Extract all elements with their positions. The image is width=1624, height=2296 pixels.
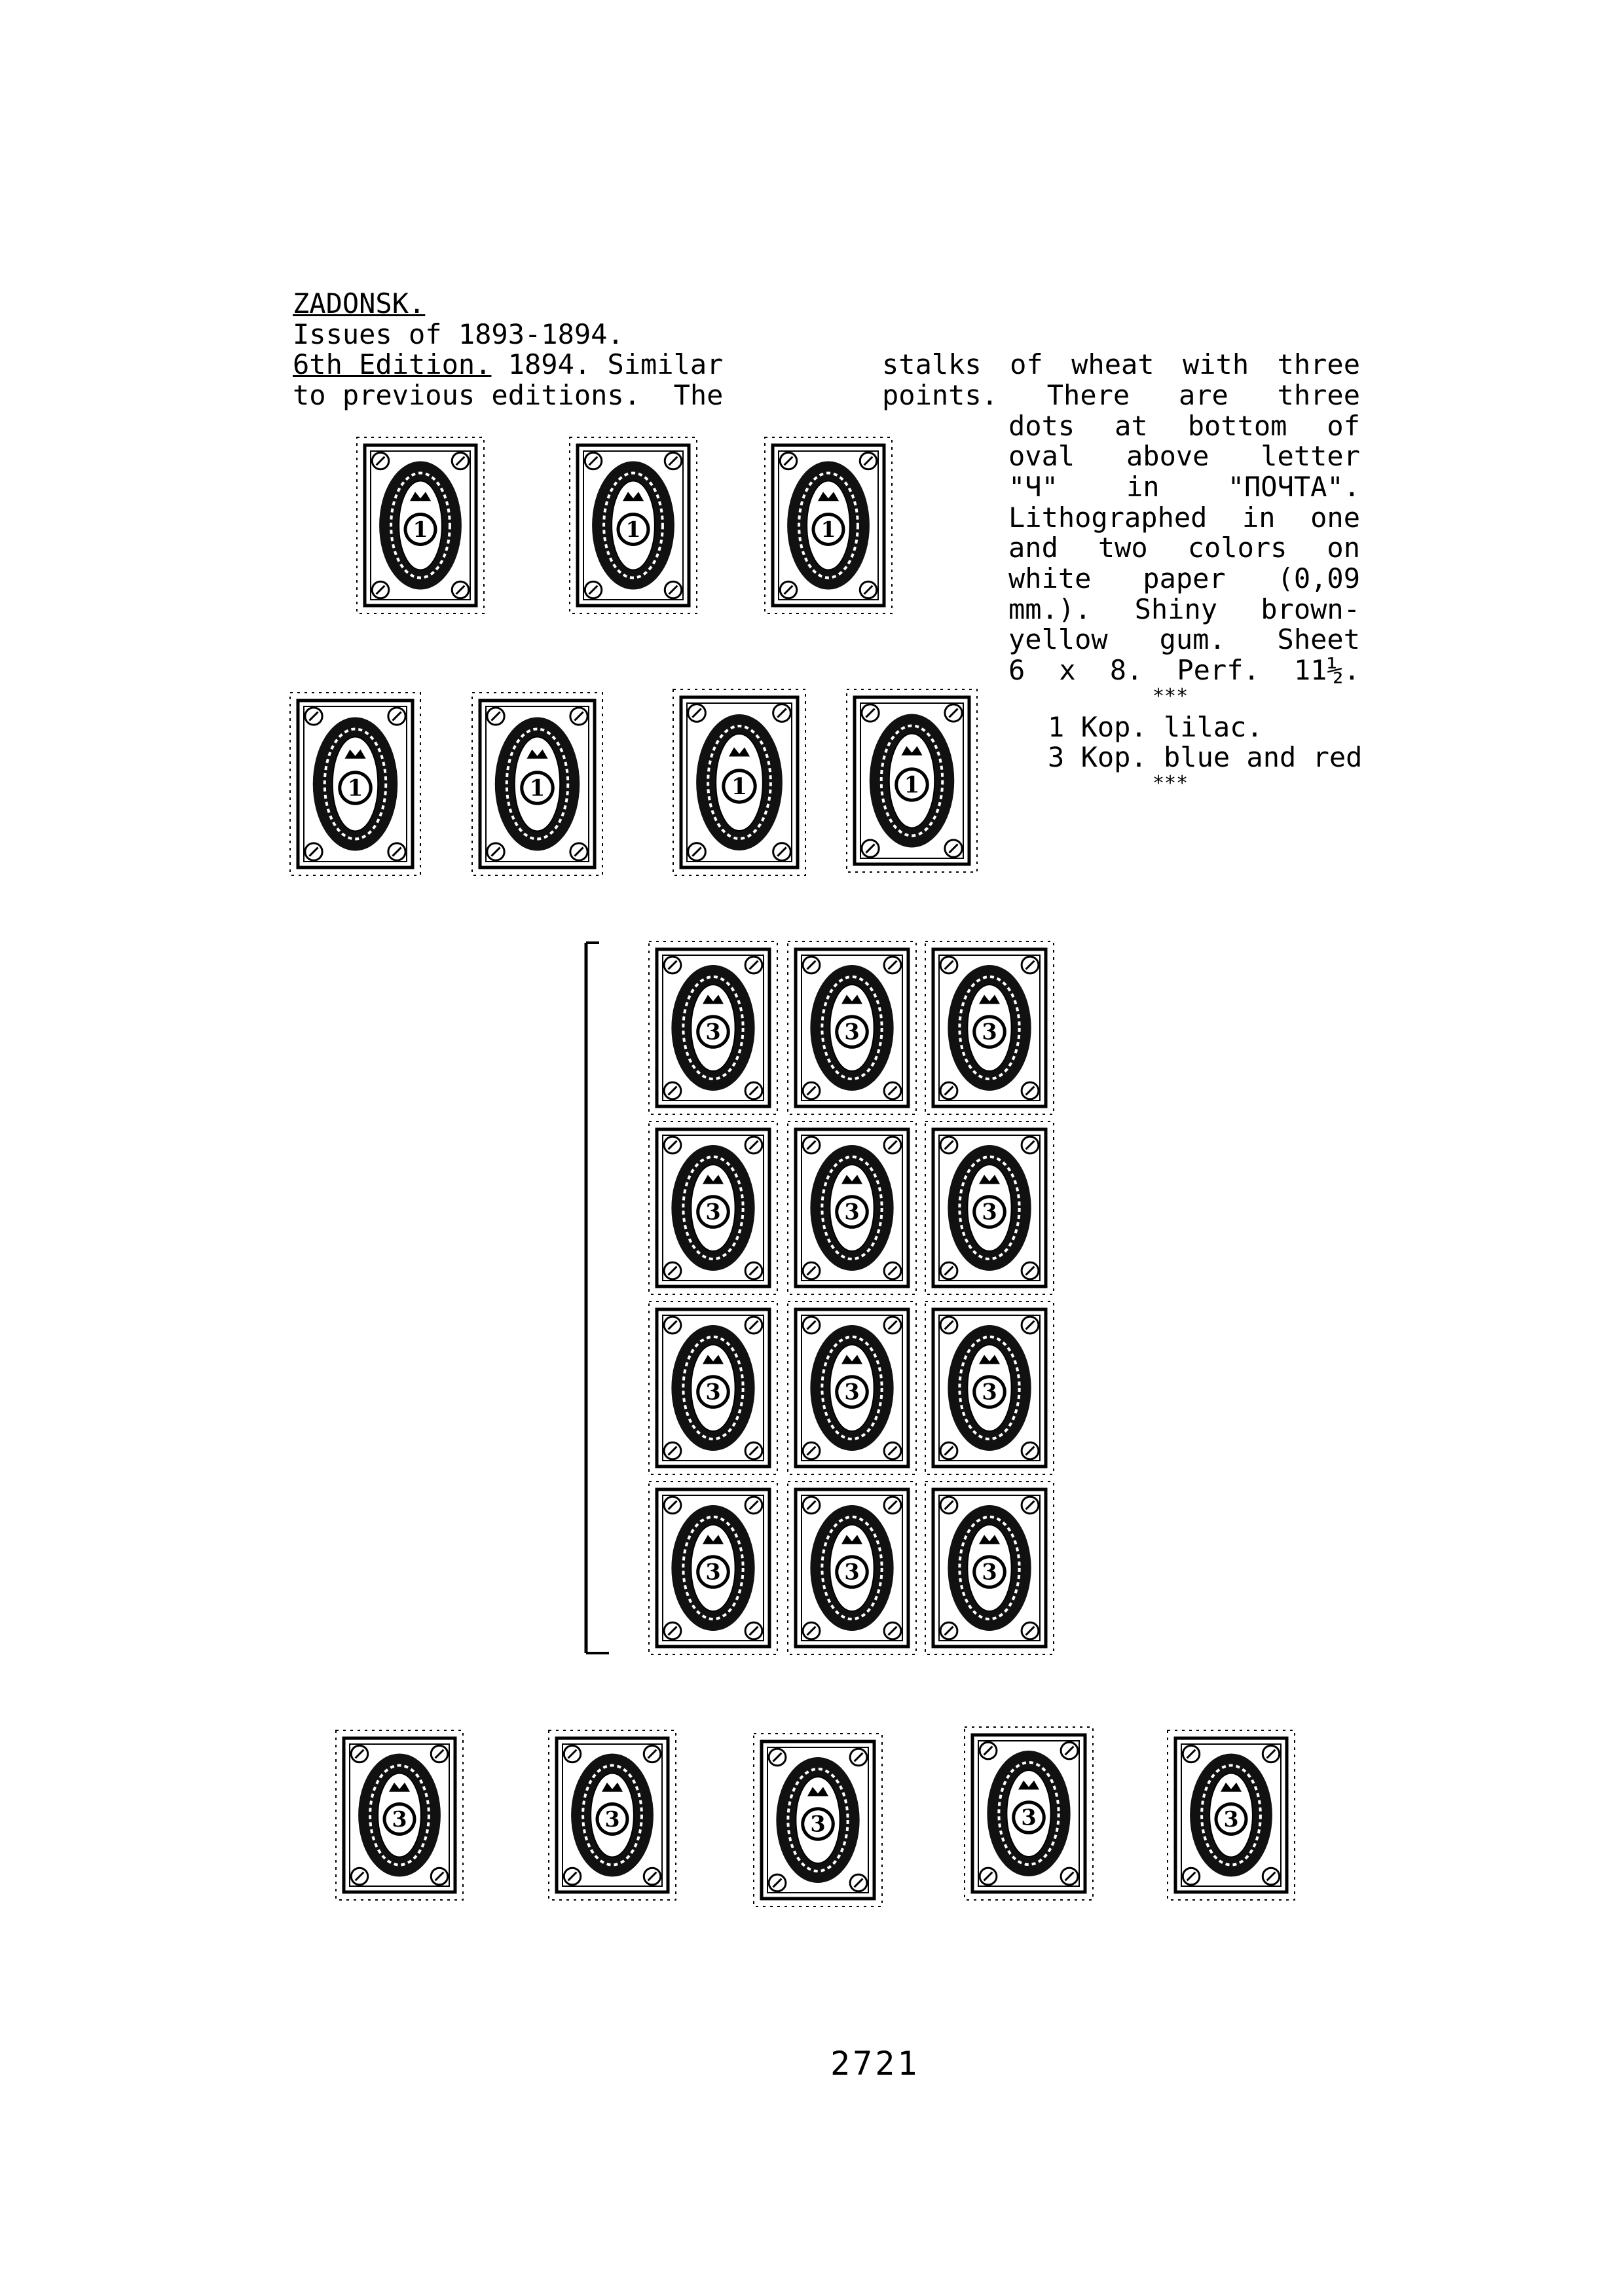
stamp-numeral: 3 — [392, 1806, 407, 1832]
stamp-numeral: 1 — [625, 516, 641, 542]
description-line: dots at bottom of — [1008, 410, 1360, 442]
stamp-numeral: 3 — [810, 1811, 826, 1837]
edition-label: 6th Edition. — [293, 348, 492, 380]
description-line: mm.). Shiny brown- — [1008, 593, 1360, 625]
stamp-numeral: 3 — [982, 1379, 997, 1405]
stamp-numeral: 3 — [844, 1379, 860, 1405]
stamp-numeral: 3 — [705, 1199, 721, 1225]
stamp-numeral: 3 — [844, 1199, 860, 1225]
stamp-numeral: 1 — [731, 773, 748, 801]
stamp-3kop-block — [788, 1482, 916, 1654]
stamp-numeral: 3 — [844, 1019, 860, 1045]
stamp-numeral: 1 — [413, 516, 428, 542]
stamp-numeral: 3 — [705, 1379, 721, 1405]
description-line: oval above letter — [1008, 440, 1360, 472]
value-line-3kop: 3 Kop. blue and red — [1048, 741, 1363, 773]
stamp-3kop — [965, 1727, 1093, 1900]
stamp-numeral: 3 — [982, 1559, 997, 1585]
stamp-numeral: 1 — [904, 772, 920, 799]
stamp-numeral: 1 — [821, 516, 836, 542]
stamp-1kop — [673, 689, 805, 875]
stamp-3kop-block — [649, 1121, 777, 1294]
value-line-1kop: 1 Kop. lilac. — [1048, 711, 1263, 743]
edition-rest: 1894. Similar — [491, 348, 724, 380]
stamp-1kop — [847, 689, 977, 872]
stamp-3kop — [1168, 1730, 1295, 1900]
stamp-numeral: 3 — [844, 1559, 860, 1585]
stamp-3kop-block — [649, 1302, 777, 1474]
stamp-3kop-block — [925, 1482, 1054, 1654]
stamp-numeral: 3 — [705, 1019, 721, 1045]
description-line: points. There are three — [882, 379, 1360, 411]
stamp-numeral: 3 — [982, 1199, 997, 1225]
stamp-3kop — [549, 1730, 676, 1900]
stamp-3kop — [754, 1734, 882, 1906]
stamp-numeral: 3 — [604, 1806, 620, 1832]
stamp-3kop-block — [925, 1121, 1054, 1294]
stamp-numeral: 3 — [705, 1559, 721, 1585]
stamp-1kop — [570, 437, 697, 613]
stamp-1kop — [765, 437, 892, 613]
description-line: 6 x 8. Perf. 11½. — [1008, 654, 1360, 686]
stamp-1kop — [290, 693, 420, 875]
page-number: 2721 — [830, 2045, 920, 2083]
stamp-numeral: 3 — [1021, 1804, 1037, 1831]
stamp-3kop-block — [925, 941, 1054, 1114]
stamp-1kop — [357, 437, 484, 613]
section-title: ZADONSK. — [293, 287, 426, 319]
stamp-numeral: 3 — [1223, 1806, 1239, 1832]
stamp-numeral: 1 — [347, 775, 363, 802]
stamp-3kop-block — [788, 1302, 916, 1474]
stamp-3kop-block — [649, 1482, 777, 1654]
stamp-1kop — [472, 693, 602, 875]
separator-stars: *** — [1153, 772, 1189, 795]
description-line: and two colors on — [1008, 532, 1360, 564]
stamp-numeral: 1 — [529, 775, 545, 802]
stamp-3kop-block — [925, 1302, 1054, 1474]
stamp-3kop-block — [788, 941, 916, 1114]
description-line: white paper (0,09 — [1008, 562, 1360, 594]
issues-line: Issues of 1893-1894. — [293, 318, 624, 350]
stamp-numeral: 3 — [982, 1019, 997, 1045]
description-line: stalks of wheat with three — [882, 348, 1360, 380]
stamp-3kop-block — [649, 941, 777, 1114]
stamp-3kop — [336, 1730, 463, 1900]
separator-stars: *** — [1153, 685, 1189, 708]
stamp-3kop-block — [788, 1121, 916, 1294]
description-line: yellow gum. Sheet — [1008, 623, 1360, 655]
description-line: Lithographed in one — [1008, 501, 1360, 534]
description-line: "Ч" in "ПОЧТА". — [1008, 471, 1360, 503]
previous-editions-line: to previous editions. The — [293, 379, 724, 411]
